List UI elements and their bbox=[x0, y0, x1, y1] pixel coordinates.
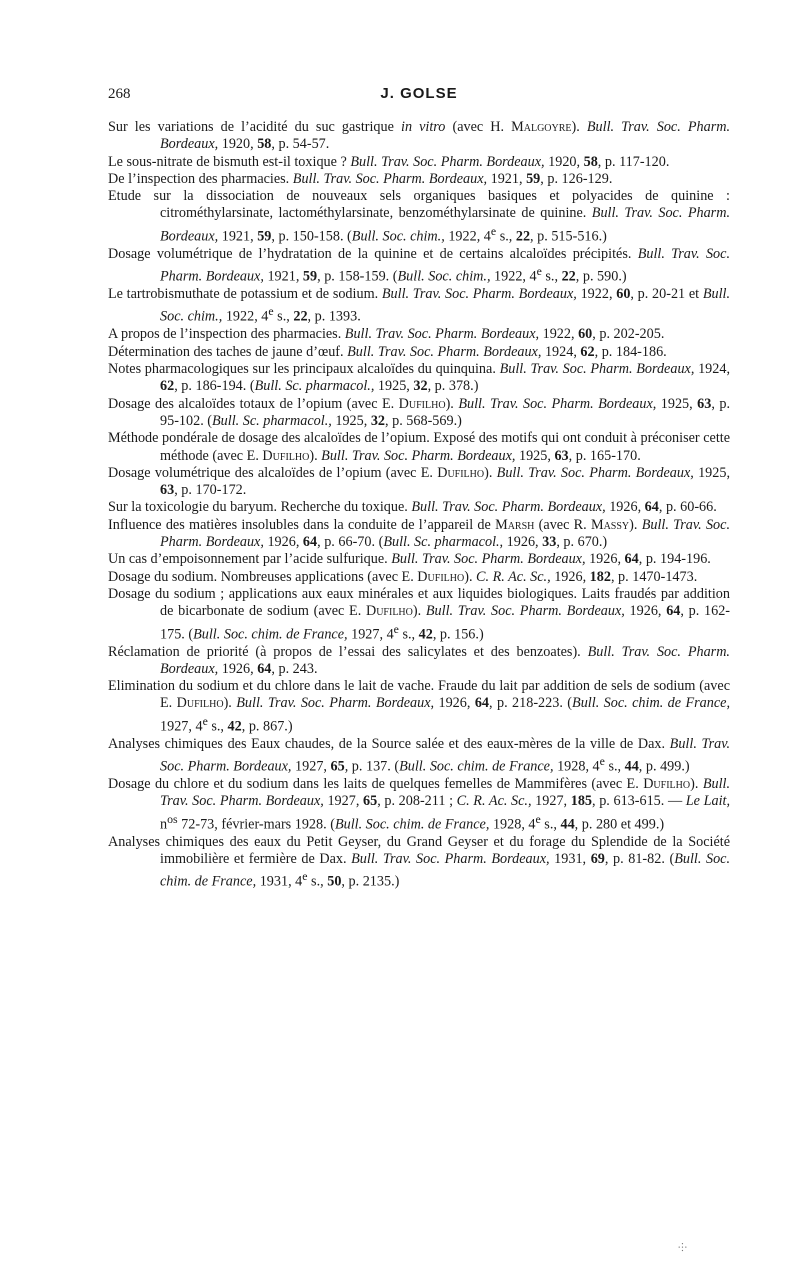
author-name: Dufilho bbox=[176, 695, 224, 712]
entry-text: , p. 1470-1473. bbox=[610, 568, 698, 585]
volume-number: 64 bbox=[302, 534, 318, 551]
entry-text: 1921, bbox=[218, 228, 258, 245]
bibliography-entry bbox=[108, 569, 730, 586]
volume-number: 44 bbox=[560, 816, 575, 833]
bibliography-entry bbox=[108, 326, 730, 343]
volume-number: 22 bbox=[515, 228, 531, 245]
entry-text: 1927, 4 bbox=[160, 718, 203, 735]
volume-number: 42 bbox=[418, 626, 433, 643]
entry-text: 1926, bbox=[218, 660, 258, 677]
journal-title: Bull. Soc. chim., bbox=[397, 268, 491, 285]
running-head: J. GOLSE bbox=[380, 85, 458, 102]
volume-number: 64 bbox=[624, 551, 639, 568]
journal-title: Bull. Soc. chim. de France, bbox=[193, 626, 348, 643]
entry-text: 1925, bbox=[693, 464, 730, 481]
journal-title: Bull. Soc. chim. de France, bbox=[160, 851, 731, 891]
journal-title: Bull. Trav. Soc. Pharm. Bordeaux, bbox=[411, 499, 606, 516]
bibliography-entry bbox=[108, 465, 730, 500]
entry-text: ). bbox=[571, 119, 587, 135]
entry-text: 1927, bbox=[291, 758, 331, 775]
entry-text: , p. 202-205. bbox=[592, 326, 665, 343]
entry-text: 1925, bbox=[331, 412, 371, 429]
journal-title: Bull. Soc. chim., bbox=[351, 228, 445, 245]
entry-text: , p. 165-170. bbox=[568, 447, 641, 464]
volume-number: 59 bbox=[302, 268, 318, 285]
entry-text: , p. 137. ( bbox=[344, 758, 400, 775]
volume-number: 60 bbox=[578, 326, 593, 343]
bibliography-entry bbox=[108, 246, 730, 286]
superscript: e bbox=[535, 811, 541, 826]
entry-text: (avec R. bbox=[534, 516, 591, 533]
entry-text: s., bbox=[540, 816, 561, 833]
journal-title: Bull. Trav. Soc. Pharm. Bordeaux, bbox=[160, 245, 730, 285]
page-number: 268 bbox=[108, 86, 131, 102]
entry-text: s., bbox=[604, 758, 625, 775]
journal-title: Bull. Trav. Soc. Pharm. Bordeaux, bbox=[160, 735, 731, 775]
entry-text: 1931, bbox=[549, 851, 591, 868]
entry-text: , p. 670.) bbox=[556, 534, 608, 551]
entry-text: , p. 613-615. — bbox=[592, 793, 686, 810]
journal-title: C. R. Ac. Sc., bbox=[456, 793, 532, 810]
entry-text: Analyses chimiques des eaux du Petit Geyser, du Grand Geyser et du forage du Splendide de la Société immobilière et fermière de Dax. bbox=[108, 833, 730, 868]
superscript: e bbox=[599, 754, 605, 769]
entry-text: A propos de l’inspection des pharmacies. bbox=[108, 326, 345, 343]
bibliography-entry bbox=[108, 736, 730, 776]
entry-text: Réclamation de priorité (à propos de l’essai des salicylates et des benzoates). bbox=[108, 643, 588, 660]
entry-text: 1928, 4 bbox=[489, 816, 536, 833]
volume-number: 182 bbox=[589, 568, 611, 585]
entry-text: , p. 60-66. bbox=[658, 499, 717, 516]
bibliography-entry bbox=[108, 834, 730, 892]
entry-text: , p. 378.) bbox=[427, 378, 479, 395]
page-header bbox=[108, 86, 730, 108]
entry-text: 1922, bbox=[576, 286, 617, 303]
entry-text: Dosage du chlore et du sodium dans les laits de quelques femelles de Mammifères (avec E. bbox=[108, 776, 644, 793]
entry-text: , p. 499.) bbox=[638, 758, 690, 775]
journal-title: in vitro bbox=[401, 119, 446, 135]
journal-title: Bull. Trav. Soc. Pharm. Bordeaux, bbox=[160, 205, 730, 245]
bibliography-entry bbox=[108, 551, 730, 568]
entry-text: , p. 126-129. bbox=[540, 170, 613, 187]
journal-title: Bull. Trav. Soc. Pharm. Bordeaux, bbox=[496, 464, 694, 481]
entry-text: Dosage volumétrique de l’hydratation de la quinine et de certains alcaloïdes précipités. bbox=[108, 245, 638, 262]
superscript: e bbox=[268, 304, 274, 319]
entry-text: 1925, bbox=[374, 378, 414, 395]
entry-text: Dosage du sodium. Nombreuses applications (avec E. bbox=[108, 568, 418, 585]
entry-text: Dosage du sodium ; applications aux eaux minérales et aux liquides biologiques. Laits fraudés par addition de bicarbonate de sodium (avec E. bbox=[108, 585, 730, 620]
printer-mark: ⸭ bbox=[678, 1242, 688, 1254]
journal-title: Bull. Soc. chim., bbox=[160, 286, 731, 326]
entry-text: Sur la toxicologie du baryum. Recherche du toxique. bbox=[108, 499, 412, 516]
entry-text: , p. 243. bbox=[271, 660, 318, 677]
entry-text: , p. 150-158. ( bbox=[271, 228, 352, 245]
journal-title: Le Lait, bbox=[685, 793, 731, 810]
journal-title: Bull. Trav. Soc. Pharm. Bordeaux, bbox=[160, 119, 731, 153]
entry-text: , p. 186-194. ( bbox=[174, 378, 255, 395]
volume-number: 64 bbox=[474, 695, 490, 712]
entry-text: 1925, bbox=[656, 395, 698, 412]
journal-title: Bull. Trav. Soc. Pharm. Bordeaux, bbox=[458, 395, 657, 412]
entry-text: Le sous-nitrate de bismuth est-il toxique ? bbox=[108, 153, 351, 170]
entry-text: , p. 1393. bbox=[307, 309, 361, 326]
bibliography-entry bbox=[108, 171, 730, 188]
bibliography-entry bbox=[108, 119, 730, 154]
entry-text: , p. 2135.) bbox=[341, 874, 400, 891]
entry-text: 1928, 4 bbox=[553, 758, 600, 775]
entry-text: , p. 184-186. bbox=[594, 343, 667, 360]
entry-text: , p. 162-175. ( bbox=[160, 603, 731, 643]
entry-text: , p. 208-211 ; bbox=[377, 793, 457, 810]
journal-title: Bull. Sc. pharmacol., bbox=[383, 534, 504, 551]
volume-number: 22 bbox=[293, 309, 308, 326]
entry-text: ). bbox=[629, 516, 642, 533]
entry-text: ). bbox=[412, 603, 426, 620]
entry-text: 1920, bbox=[218, 136, 258, 153]
entry-text: 1924, bbox=[541, 343, 581, 360]
journal-title: C. R. Ac. Sc., bbox=[476, 568, 551, 585]
journal-title: Bull. Trav. Soc. Pharm. Bordeaux, bbox=[425, 603, 625, 620]
entry-text: ). bbox=[445, 395, 459, 412]
journal-title: Bull. Trav. Soc. Pharm. Bordeaux, bbox=[236, 695, 435, 712]
entry-text: , p. 81-82. ( bbox=[604, 851, 675, 868]
author-name: Marsh bbox=[495, 516, 535, 533]
author-name: Dufilho bbox=[365, 603, 413, 620]
entry-text: s., bbox=[207, 718, 228, 735]
entry-text: , p. 590.) bbox=[575, 268, 627, 285]
entry-text: 1921, bbox=[487, 170, 527, 187]
entry-text: Notes pharmacologiques sur les principaux alcaloïdes du quinquina. bbox=[108, 361, 500, 378]
entry-text: 1926, bbox=[503, 534, 543, 551]
bibliography-entry bbox=[108, 776, 730, 834]
entry-text: , p. 117-120. bbox=[597, 153, 670, 170]
entry-text: , p. 568-569.) bbox=[385, 412, 462, 429]
volume-number: 32 bbox=[413, 378, 428, 395]
bibliography-entry bbox=[108, 586, 730, 644]
journal-title: Bull. Trav. Soc. Pharm. Bordeaux, bbox=[351, 851, 550, 868]
journal-title: Bull. Trav. Soc. Pharm. Bordeaux, bbox=[321, 447, 516, 464]
entry-text: 1927, 4 bbox=[347, 626, 394, 643]
author-name: Dufilho bbox=[398, 395, 446, 412]
journal-title: Bull. Trav. Soc. Pharm. Bordeaux, bbox=[391, 551, 586, 568]
journal-title: Bull. Trav. Soc. Pharm. Bordeaux, bbox=[344, 326, 540, 343]
entry-text: Etude sur la dissociation de nouveaux sels organiques basiques et polyacides de quinine : citrométhylarsinate, lactométhylarsinate, benzométhylarsinate de quinine. bbox=[108, 188, 730, 222]
entry-text: 72-73, février-mars 1928. ( bbox=[177, 816, 335, 833]
volume-number: 65 bbox=[363, 793, 378, 810]
entry-text: 1926, bbox=[605, 499, 645, 516]
superscript: e bbox=[536, 264, 542, 279]
journal-title: Bull. Trav. Soc. Pharm. Bordeaux, bbox=[160, 516, 730, 551]
volume-number: 64 bbox=[257, 660, 272, 677]
entry-text: Détermination des taches de jaune d’œuf. bbox=[108, 343, 348, 360]
volume-number: 63 bbox=[554, 447, 569, 464]
author-name: Dufilho bbox=[417, 568, 465, 585]
journal-title: Bull. Soc. chim. de France, bbox=[399, 758, 554, 775]
entry-text: , p. 54-57. bbox=[271, 136, 330, 153]
entry-text: ). bbox=[690, 776, 703, 793]
entry-text: , p. 867.) bbox=[241, 718, 293, 735]
volume-number: 22 bbox=[561, 268, 576, 285]
bibliography-entry bbox=[108, 517, 730, 552]
entry-text: 1921, bbox=[263, 268, 303, 285]
entry-text: 1926, bbox=[550, 568, 590, 585]
entry-text: ). bbox=[309, 447, 322, 464]
entry-text: Analyses chimiques des Eaux chaudes, de la Source salée et des eaux-mères de la ville de Dax. bbox=[108, 735, 670, 752]
journal-title: Bull. Trav. Soc. Pharm. Bordeaux, bbox=[381, 286, 577, 303]
entry-text: 1922, 4 bbox=[222, 309, 269, 326]
entry-text: s., bbox=[496, 228, 516, 245]
volume-number: 62 bbox=[580, 343, 595, 360]
entry-text: s., bbox=[273, 309, 294, 326]
entry-text: 1922, bbox=[539, 326, 579, 343]
journal-title: Bull. Sc. pharmacol., bbox=[254, 378, 375, 395]
entry-text: 1922, 4 bbox=[490, 268, 537, 285]
entry-text: 1926, bbox=[585, 551, 625, 568]
entry-text: , p. 515-516.) bbox=[530, 228, 607, 245]
entry-text: 1926, bbox=[434, 695, 475, 712]
volume-number: 58 bbox=[583, 153, 598, 170]
entry-text: s., bbox=[541, 268, 562, 285]
entry-text: Le tartrobismuthate de potassium et de sodium. bbox=[108, 286, 382, 303]
superscript: e bbox=[302, 869, 308, 884]
entry-text: , p. 194-196. bbox=[638, 551, 711, 568]
author-name: Dufilho bbox=[437, 464, 485, 481]
superscript: e bbox=[202, 713, 208, 728]
bibliography-entry bbox=[108, 678, 730, 736]
entry-text: , p. 218-223. ( bbox=[489, 695, 573, 712]
author-name: Massy bbox=[590, 516, 630, 533]
entry-text: , p. 280 et 499.) bbox=[574, 816, 665, 833]
journal-title: Bull. Soc. chim. de France, bbox=[334, 816, 490, 833]
bibliography-entry bbox=[108, 361, 730, 396]
entry-text: Dosage des alcaloïdes totaux de l’opium (avec E. bbox=[108, 395, 399, 412]
volume-number: 60 bbox=[616, 286, 631, 303]
journal-title: Bull. Trav. Soc. Pharm. Bordeaux, bbox=[350, 153, 545, 170]
entry-text: , p. 95-102. ( bbox=[160, 395, 731, 429]
author-name: Malgoyre bbox=[511, 119, 572, 135]
entry-text: , p. 170-172. bbox=[174, 482, 247, 499]
entry-text: s., bbox=[398, 626, 419, 643]
entry-text: Elimination du sodium et du chlore dans le lait de vache. Fraude du lait par addition de sels de sodium (avec E. bbox=[108, 678, 730, 712]
superscript: e bbox=[490, 223, 497, 238]
bibliography-entry bbox=[108, 286, 730, 326]
entry-text: ). bbox=[484, 464, 497, 481]
volume-number: 185 bbox=[570, 793, 593, 810]
volume-number: 65 bbox=[330, 758, 345, 775]
entry-text: De l’inspection des pharmacies. bbox=[108, 170, 293, 187]
volume-number: 63 bbox=[697, 395, 712, 412]
bibliography-entry bbox=[108, 154, 730, 171]
entry-text: 1931, 4 bbox=[256, 874, 303, 891]
journal-title: Bull. Trav. Soc. Pharm. Bordeaux, bbox=[292, 170, 488, 187]
volume-number: 69 bbox=[590, 851, 605, 868]
journal-title: Bull. Sc. pharmacol., bbox=[212, 412, 332, 429]
bibliography-entry bbox=[108, 396, 730, 431]
journal-title: Bull. Soc. chim. de France, bbox=[572, 695, 731, 712]
volume-number: 63 bbox=[160, 482, 175, 499]
bibliography-entry bbox=[108, 188, 730, 246]
superscript: os bbox=[167, 811, 178, 826]
entry-text: Dosage volumétrique des alcaloïdes de l’opium (avec E. bbox=[108, 464, 438, 481]
entry-text: 1927, bbox=[531, 793, 571, 810]
bibliography-entry bbox=[108, 430, 730, 465]
entry-text: , p. 66-70. ( bbox=[317, 534, 384, 551]
entry-text: Méthode pondérale de dosage des alcaloïdes de l’opium. Exposé des motifs qui ont conduit à préconiser cette méthode (avec E. bbox=[108, 430, 730, 464]
volume-number: 58 bbox=[257, 136, 272, 153]
volume-number: 59 bbox=[526, 170, 541, 187]
entry-text: 1920, bbox=[544, 153, 584, 170]
volume-number: 32 bbox=[370, 412, 386, 429]
entry-text: 1926, bbox=[624, 603, 667, 620]
journal-title: Bull. Trav. Soc. Pharm. Bordeaux, bbox=[499, 361, 695, 378]
bibliography-entry bbox=[108, 499, 730, 516]
entry-text: Un cas d’empoisonnement par l’acide sulfurique. bbox=[108, 551, 392, 568]
entry-text: 1926, bbox=[263, 534, 303, 551]
volume-number: 59 bbox=[257, 228, 272, 245]
entry-text: n bbox=[160, 816, 168, 833]
journal-title: Bull. Trav. Soc. Pharm. Bordeaux, bbox=[347, 343, 542, 360]
volume-number: 33 bbox=[542, 534, 557, 551]
volume-number: 64 bbox=[644, 499, 659, 516]
volume-number: 62 bbox=[160, 378, 175, 395]
entry-text: , p. 20-21 et bbox=[630, 286, 703, 303]
entry-text: Influence des matières insolubles dans la conduite de l’appareil de bbox=[108, 516, 496, 533]
entry-text: ). bbox=[223, 695, 237, 712]
entry-text: (avec H. bbox=[445, 119, 512, 135]
volume-number: 50 bbox=[327, 874, 342, 891]
author-name: Dufilho bbox=[643, 776, 691, 793]
entry-text: Sur les variations de l’acidité du suc gastrique bbox=[108, 119, 401, 135]
entry-text: ). bbox=[464, 568, 477, 585]
entry-text: 1927, bbox=[323, 793, 364, 810]
volume-number: 64 bbox=[666, 603, 681, 620]
entry-text: 1924, bbox=[694, 361, 730, 378]
journal-title: Bull. Trav. Soc. Pharm. Bordeaux, bbox=[160, 643, 730, 677]
entry-text: , p. 156.) bbox=[432, 626, 484, 643]
entry-text: 1922, 4 bbox=[444, 228, 491, 245]
entry-text: 1925, bbox=[515, 447, 555, 464]
entry-text: , p. 158-159. ( bbox=[317, 268, 398, 285]
journal-title: Bull. Trav. Soc. Pharm. Bordeaux, bbox=[160, 776, 731, 810]
bibliography-entry bbox=[108, 644, 730, 679]
volume-number: 44 bbox=[624, 758, 639, 775]
bibliography-entry bbox=[108, 344, 730, 361]
entry-text: s., bbox=[307, 874, 328, 891]
volume-number: 42 bbox=[227, 718, 242, 735]
superscript: e bbox=[393, 621, 399, 636]
bibliography-list bbox=[108, 119, 730, 891]
author-name: Dufilho bbox=[262, 447, 310, 464]
